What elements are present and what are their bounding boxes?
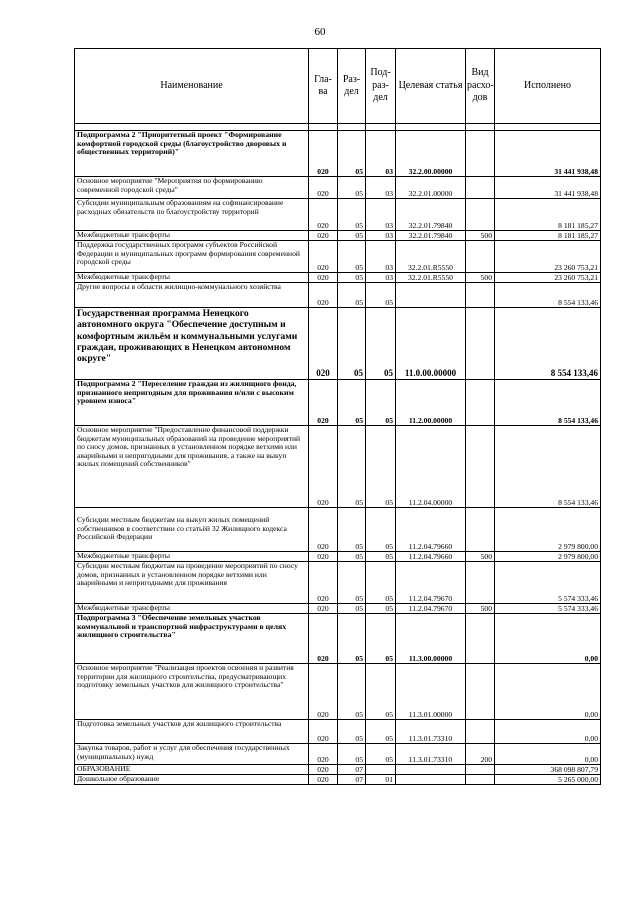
row-glava: 020 <box>309 241 338 273</box>
row-razdel: 05 <box>338 508 366 552</box>
row-podrazdel: 05 <box>366 720 396 744</box>
row-name: Субсидии местным бюджетам на проведение мероприятий по сносу домов, признанных в установленном порядке ветхими или аварийными и непригодными для проживания <box>75 562 309 604</box>
row-glava: 020 <box>309 131 338 177</box>
row-podrazdel: 05 <box>366 744 396 765</box>
row-name: Межбюджетные трансферты <box>75 604 309 614</box>
row-vid <box>466 380 495 426</box>
row-razdel: 05 <box>338 177 366 199</box>
row-vid <box>466 241 495 273</box>
row-name: Межбюджетные трансферты <box>75 231 309 241</box>
row-glava: 020 <box>309 308 338 380</box>
table-row <box>75 426 601 508</box>
row-executed: 5 265 000,00 <box>495 775 601 785</box>
row-glava: 020 <box>309 720 338 744</box>
row-podrazdel: 03 <box>366 199 396 231</box>
row-podrazdel: 05 <box>366 562 396 604</box>
row-podrazdel: 03 <box>366 177 396 199</box>
table-row <box>75 775 601 785</box>
header-target: Целевая статья <box>396 49 466 124</box>
row-razdel: 05 <box>338 308 366 380</box>
table-row <box>75 199 601 231</box>
row-razdel: 05 <box>338 720 366 744</box>
row-executed: 0,00 <box>495 744 601 765</box>
row-vid <box>466 131 495 177</box>
row-target: 32.2.00.00000 <box>396 131 466 177</box>
header-podrazdel: Под-раз-дел <box>366 49 396 124</box>
row-razdel: 05 <box>338 241 366 273</box>
row-target: 32.2.01.R5550 <box>396 273 466 283</box>
row-target: 11.0.00.00000 <box>396 308 466 380</box>
row-executed: 2 979 800,00 <box>495 552 601 562</box>
row-razdel: 05 <box>338 552 366 562</box>
row-name: Дошкольное образование <box>75 775 309 785</box>
table-row <box>75 744 601 765</box>
row-executed: 8 554 133,46 <box>495 380 601 426</box>
row-razdel: 05 <box>338 283 366 308</box>
row-vid: 500 <box>466 273 495 283</box>
row-razdel: 05 <box>338 614 366 664</box>
row-razdel: 05 <box>338 664 366 720</box>
table-row <box>75 552 601 562</box>
row-executed: 8 554 133,46 <box>495 283 601 308</box>
table-row <box>75 664 601 720</box>
row-executed: 31 441 938,48 <box>495 131 601 177</box>
row-target: 11.3.00.00000 <box>396 614 466 664</box>
row-name: Подпрограмма 3 "Обеспечение земельных участков коммунальной и транспортной инфраструктурами в целях жилищного строительства" <box>75 614 309 664</box>
header-name: Наименование <box>75 49 309 124</box>
row-vid <box>466 765 495 775</box>
row-target: 11.3.01.73310 <box>396 744 466 765</box>
row-vid <box>466 614 495 664</box>
row-executed: 8 181 185,27 <box>495 231 601 241</box>
row-name: Субсидии муниципальным образованиям на софинансирование расходных обязательств по благоустройству территорий <box>75 199 309 231</box>
table-row <box>75 241 601 273</box>
row-glava: 020 <box>309 283 338 308</box>
row-name: Подготовка земельных участков для жилищного строительства <box>75 720 309 744</box>
row-vid: 500 <box>466 604 495 614</box>
row-razdel: 05 <box>338 604 366 614</box>
row-target <box>396 283 466 308</box>
row-razdel: 07 <box>338 765 366 775</box>
row-podrazdel: 05 <box>366 380 396 426</box>
row-executed: 0,00 <box>495 720 601 744</box>
row-vid: 500 <box>466 552 495 562</box>
header-vid: Вид расхо-дов <box>466 49 495 124</box>
row-glava: 020 <box>309 273 338 283</box>
row-podrazdel: 05 <box>366 664 396 720</box>
row-target: 11.2.04.79670 <box>396 604 466 614</box>
table-row <box>75 380 601 426</box>
row-vid <box>466 177 495 199</box>
row-vid <box>466 508 495 552</box>
table-row <box>75 508 601 552</box>
row-executed: 0,00 <box>495 614 601 664</box>
row-glava: 020 <box>309 380 338 426</box>
table-row <box>75 273 601 283</box>
row-vid <box>466 199 495 231</box>
row-target: 32.2.01.00000 <box>396 177 466 199</box>
header-razdel: Раз-дел <box>338 49 366 124</box>
row-target: 11.2.04.79660 <box>396 508 466 552</box>
row-name: Основное мероприятие "Предоставление финансовой поддержки бюджетам муниципальных образований на проведение мероприятий по сносу домов, признанных в установленном порядке ветхими или аварийными и непригодными для проживания, а также на выкуп жилых помещений собственников" <box>75 426 309 508</box>
header-executed: Исполнено <box>495 49 601 124</box>
header-glava: Гла-ва <box>309 49 338 124</box>
row-glava: 020 <box>309 426 338 508</box>
row-glava: 020 <box>309 552 338 562</box>
row-name: Подпрограмма 2 "Переселение граждан из жилищного фонда, признанного непригодным для проживания и/или с высоким уровнем износа" <box>75 380 309 426</box>
row-name: Поддержка государственных программ субъектов Российской Федерации и муниципальных программ формирования современной городской среды <box>75 241 309 273</box>
table-row <box>75 231 601 241</box>
row-razdel: 05 <box>338 231 366 241</box>
row-target: 11.3.01.00000 <box>396 664 466 720</box>
row-target <box>396 775 466 785</box>
row-name: Основное мероприятие "Реализация проектов освоения и развития территории для жилищного строительства, предусматривающих подготовку земельных участков для жилищного строительства" <box>75 664 309 720</box>
row-podrazdel: 03 <box>366 231 396 241</box>
row-podrazdel: 05 <box>366 508 396 552</box>
table-row <box>75 562 601 604</box>
table-row <box>75 765 601 775</box>
table-row <box>75 720 601 744</box>
row-razdel: 05 <box>338 131 366 177</box>
row-razdel: 05 <box>338 562 366 604</box>
row-podrazdel: 05 <box>366 283 396 308</box>
row-podrazdel: 01 <box>366 775 396 785</box>
row-target: 11.3.01.73310 <box>396 720 466 744</box>
row-podrazdel: 03 <box>366 131 396 177</box>
row-executed: 0,00 <box>495 664 601 720</box>
row-razdel: 05 <box>338 273 366 283</box>
row-glava: 020 <box>309 231 338 241</box>
row-glava: 020 <box>309 562 338 604</box>
row-podrazdel: 05 <box>366 552 396 562</box>
row-vid <box>466 308 495 380</box>
row-name: ОБРАЗОВАНИЕ <box>75 765 309 775</box>
row-podrazdel: 05 <box>366 308 396 380</box>
row-executed: 8 554 133,46 <box>495 426 601 508</box>
row-razdel: 05 <box>338 199 366 231</box>
row-glava: 020 <box>309 775 338 785</box>
row-podrazdel: 05 <box>366 614 396 664</box>
row-vid: 200 <box>466 744 495 765</box>
row-name: Субсидии местным бюджетам на выкуп жилых помещений собственников в соответствии со статьёй 32 Жилищного кодекса Российской Федерации <box>75 508 309 552</box>
row-executed: 23 260 753,21 <box>495 241 601 273</box>
row-executed: 31 441 938,48 <box>495 177 601 199</box>
row-glava: 020 <box>309 614 338 664</box>
budget-table <box>74 48 601 785</box>
row-podrazdel: 03 <box>366 241 396 273</box>
row-razdel: 05 <box>338 380 366 426</box>
table-header-row <box>75 49 601 124</box>
row-executed: 23 260 753,21 <box>495 273 601 283</box>
row-vid: 500 <box>466 231 495 241</box>
row-target: 11.2.04.79660 <box>396 552 466 562</box>
row-glava: 020 <box>309 604 338 614</box>
row-razdel: 05 <box>338 744 366 765</box>
table-row <box>75 308 601 380</box>
row-executed: 8 554 133,46 <box>495 308 601 380</box>
table-row <box>75 177 601 199</box>
row-target <box>396 765 466 775</box>
table-row <box>75 131 601 177</box>
table-row <box>75 614 601 664</box>
row-target: 32.2.01.79840 <box>396 199 466 231</box>
row-glava: 020 <box>309 744 338 765</box>
row-razdel: 05 <box>338 426 366 508</box>
row-vid <box>466 426 495 508</box>
page-number: 60 <box>314 26 326 38</box>
row-target: 32.2.01.R5550 <box>396 241 466 273</box>
row-glava: 020 <box>309 765 338 775</box>
row-glava: 020 <box>309 664 338 720</box>
row-executed: 8 181 185,27 <box>495 199 601 231</box>
row-executed: 2 979 800,00 <box>495 508 601 552</box>
row-name: Межбюджетные трансферты <box>75 552 309 562</box>
row-executed: 5 574 333,46 <box>495 562 601 604</box>
row-target: 11.2.04.79670 <box>396 562 466 604</box>
row-vid <box>466 664 495 720</box>
row-vid <box>466 775 495 785</box>
row-vid <box>466 720 495 744</box>
row-vid <box>466 562 495 604</box>
row-glava: 020 <box>309 508 338 552</box>
row-podrazdel: 05 <box>366 426 396 508</box>
row-executed: 5 574 333,46 <box>495 604 601 614</box>
row-target: 32.2.01.79840 <box>396 231 466 241</box>
row-target: 11.2.04.00000 <box>396 426 466 508</box>
row-name: Закупка товаров, работ и услуг для обеспечения государственных (муниципальных) нужд <box>75 744 309 765</box>
row-name: Основное мероприятие "Мероприятия по формированию современной городской среды" <box>75 177 309 199</box>
table-row <box>75 604 601 614</box>
row-razdel: 07 <box>338 775 366 785</box>
row-target: 11.2.00.00000 <box>396 380 466 426</box>
row-podrazdel: 05 <box>366 604 396 614</box>
row-name: Межбюджетные трансферты <box>75 273 309 283</box>
row-vid <box>466 283 495 308</box>
row-name: Другие вопросы в области жилищно-коммунального хозяйства <box>75 283 309 308</box>
row-executed: 368 098 807,79 <box>495 765 601 775</box>
row-glava: 020 <box>309 199 338 231</box>
header-spacer-row <box>75 124 601 131</box>
row-name: Подпрограмма 2 "Приоритетный проект "Формирование комфортной городской среды (благоустройство дворовых и общественных территорий)" <box>75 131 309 177</box>
row-podrazdel: 03 <box>366 273 396 283</box>
row-name: Государственная программа Ненецкого автономного округа "Обеспечение доступным и комфортным жильём и коммунальными услугами граждан, проживающих в Ненецком автономном округе" <box>75 308 309 380</box>
row-podrazdel <box>366 765 396 775</box>
table-row <box>75 283 601 308</box>
row-glava: 020 <box>309 177 338 199</box>
